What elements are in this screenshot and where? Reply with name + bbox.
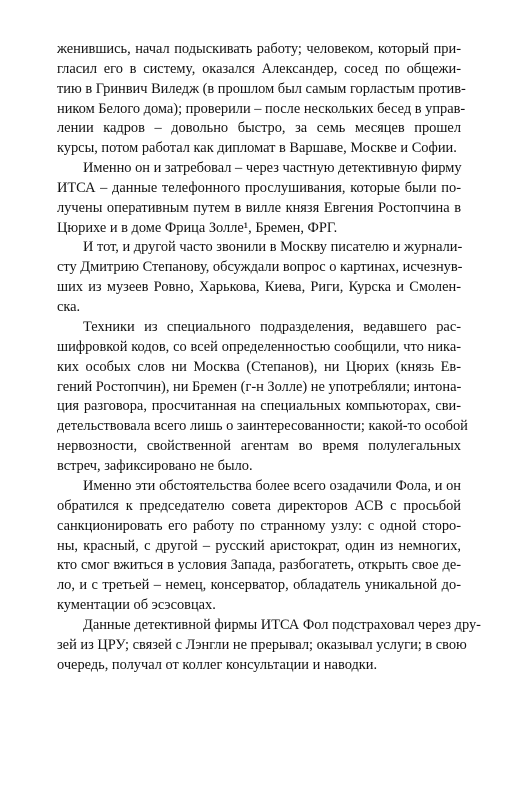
intro-paragraph-1 [57,40,466,159]
text-line: шифровкой кодов, со всей определенностью сообщили, что ника- [57,338,461,355]
text-line: зей из ЦРУ; связей с Лэнгли не прерывал; оказывал услуги; в свою [57,636,467,653]
text-line: кументации об эсэсовцах. [57,597,216,614]
text-line: ло, и с третьей – немец, консерватор, обладатель уникальной до- [57,577,461,594]
text-line: гласил его в системy, оказался Александер, сосед по общежи- [57,60,461,77]
text-line: лучены оперативным путем в вилле князя Евгения Ростопчина в [57,199,461,216]
text-line: ны, красный, с другой – русский аристократ, один из немногих, [57,537,461,554]
text-line: курсы, потом работал как дипломат в Варшаве, Москве и Софии. [57,140,457,157]
text-line: санкционировать его работу по странному узлу: с одной сторо- [57,517,461,534]
intro-paragraph-6 [57,616,481,676]
text-line: нервозности, свойственной агентам во время полулегальных [57,438,461,455]
text-line: гений Ростопчин), ни Бремен (г-н Золле) не употребляли; интона- [57,378,462,395]
text-line: ска. [57,298,81,315]
text-line: обратился к председателю совета директоров АСВ с просьбой [57,497,461,514]
intro-paragraph-4 [57,318,468,477]
text-line: женившись, начал подыскивать работу; человеком, который при- [57,41,461,57]
intro-paragraph-3 [57,238,461,317]
text-line: ция разговора, просчитанная на специальных компьюторах, сви- [57,398,461,415]
text-line: лении кадров – довольно быстро, за семь месяцев прошел [57,120,461,137]
text-line: И тот, и другой часто звонили в Москву писателю и журнали- [83,239,463,255]
text-line: ких особых слов ни Москва (Степанов), ни Цюрих (князь Ев- [57,358,461,375]
text-line: ших из музеев Ровно, Харькова, Киева, Риги, Курска и Смолен- [57,278,461,295]
text-line: кто смог вжиться в условия Запада, разбогатеть, открыть свое де- [57,557,461,574]
text-line: тию в Гринвич Виледж (в прошлом был самым горластым против- [57,80,466,97]
text-line: детельствовала всего лишь о заинтересованности; какой-то особой [57,418,468,435]
text-line: Данные детективной фирмы ИТСА Фол подстраховал через дру- [83,617,481,633]
text-line: Цюрихе и в доме Фрица Золле¹, Бремен, ФРГ. [57,219,338,236]
text-line: очередь, получал от коллег консультации и наводки. [57,656,378,673]
text-line: Именно он и затребовал – через частную детективную фирму [83,160,462,176]
intro-paragraph-2 [57,159,461,238]
text-line: Именно эти обстоятельства более всего озадачили Фола, и он [83,478,461,494]
intro-paragraph-5 [57,477,461,616]
text-line: ИТСА – данные телефонного прослушивания, которые были по- [57,179,461,196]
text-line: ником Белого дома); проверили – после нескольких бесед в управ- [57,100,466,117]
text-line: сту Дмитрию Степанову, обсуждали вопрос о картинах, исчезнув- [57,258,463,275]
text-line: встреч, зафиксировано не было. [57,457,253,474]
text-line: Техники из специального подразделения, ведавшего рас- [83,319,461,335]
